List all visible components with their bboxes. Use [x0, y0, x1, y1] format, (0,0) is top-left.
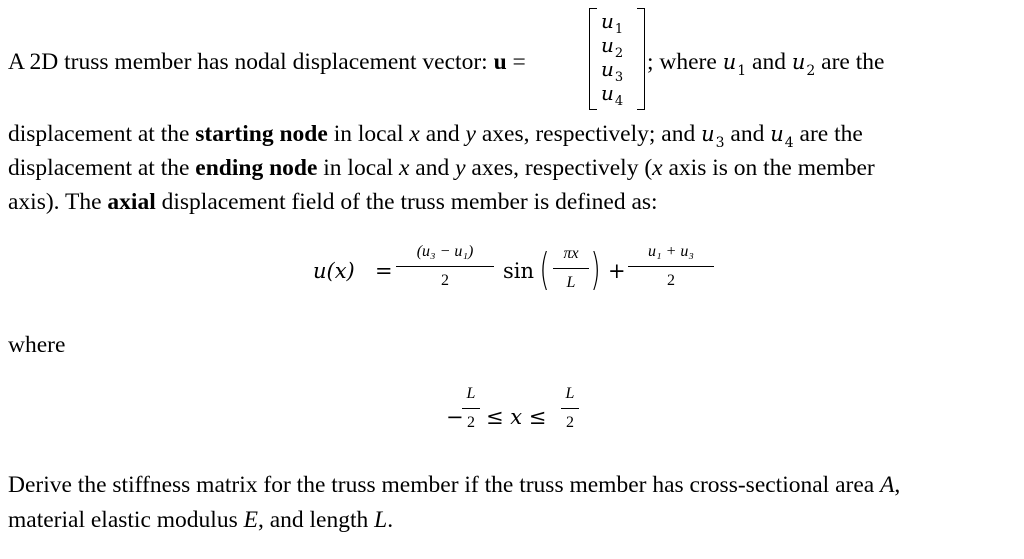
- equation-lhs: u(x): [313, 259, 355, 283]
- fraction-1-numerator: (u₃ − u₁): [416, 243, 474, 260]
- fraction-2: [553, 242, 589, 295]
- left-half-fraction: L 2: [462, 382, 480, 435]
- vector-entry-3: $u_3$: [601, 57, 624, 85]
- fraction-3-denominator: 2: [667, 272, 675, 289]
- intro-prefix: A 2D truss member has nodal displacement vector:: [8, 49, 494, 75]
- paragraph-line-3: axis). The axial displacement field of the truss member is defined as:: [8, 189, 658, 215]
- vector-symbol: u: [493, 49, 507, 75]
- fraction-3-numerator: u₁ + u₃: [648, 243, 694, 260]
- right-bracket: [637, 8, 645, 110]
- displacement-vector: [589, 6, 645, 110]
- vector-entry-2: $u_2$: [601, 33, 624, 61]
- right-half-fraction: L 2: [561, 382, 579, 435]
- task-line-2: material elastic modulus E, and length L.: [8, 507, 394, 533]
- fraction-3-bar: [628, 266, 714, 267]
- fraction-2-bar: [553, 268, 589, 269]
- intro-equals: =: [512, 49, 526, 75]
- intro-suffix: ; where $u_1$ and $u_2$ are the: [647, 49, 885, 79]
- left-paren: (: [539, 244, 550, 295]
- task-line-1: Derive the stiffness matrix for the truss member if the truss member has cross-sectional area A,: [8, 472, 901, 498]
- vector-entry-1: $u_1$: [601, 9, 624, 37]
- sin-function: sin: [503, 259, 535, 283]
- fraction-2-denominator: L: [566, 274, 576, 291]
- where-label: where: [8, 332, 66, 358]
- right-paren: ): [590, 244, 601, 295]
- left-bracket: [589, 8, 597, 110]
- equation-equals: =: [375, 259, 393, 283]
- vector-entry-4: $u_4$: [601, 81, 624, 109]
- paragraph-line-2: displacement at the ending node in local x and y axes, respectively (x axis is on the member: [8, 155, 875, 181]
- fraction-1-denominator: 2: [441, 272, 449, 289]
- plus-sign: +: [608, 259, 626, 283]
- intro-line: [8, 48, 526, 76]
- relation: ≤ x ≤: [486, 405, 547, 429]
- fraction-1: [396, 240, 494, 293]
- paragraph-line-1: displacement at the starting node in local x and y axes, respectively; and $u_3$ and $u_4$ are the: [8, 121, 863, 151]
- fraction-2-numerator: πx: [563, 245, 579, 262]
- fraction-1-bar: [396, 266, 494, 267]
- fraction-3: [628, 240, 714, 293]
- minus-sign: −: [446, 405, 464, 429]
